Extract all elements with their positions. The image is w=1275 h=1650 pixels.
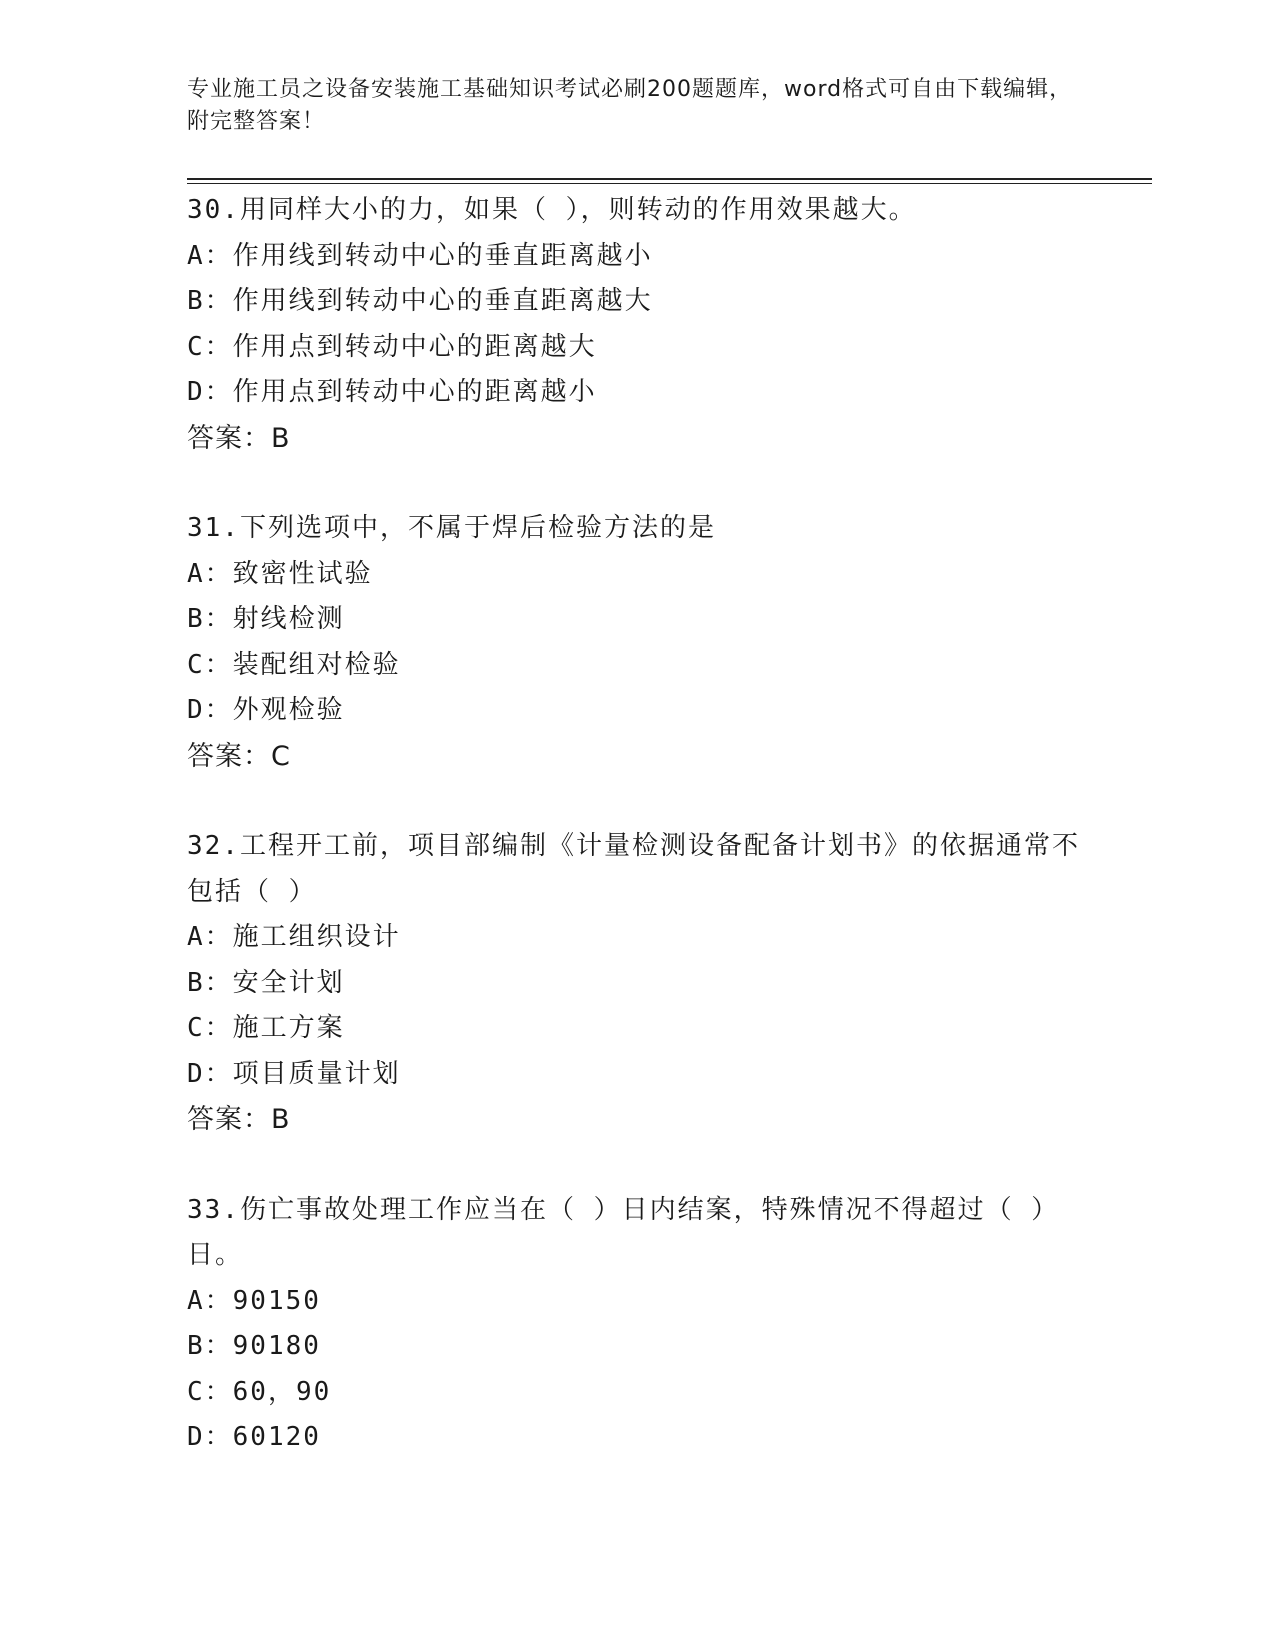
header-divider bbox=[187, 178, 1152, 180]
question-stem: 33.伤亡事故处理工作应当在（ ）日内结案，特殊情况不得超过（ ）日。 bbox=[187, 1194, 1060, 1270]
question-list bbox=[187, 188, 1087, 1461]
question-31 bbox=[187, 506, 1087, 779]
option-c: C：作用点到转动中心的距离越大 bbox=[187, 331, 597, 362]
document-header: 专业施工员之设备安装施工基础知识考试必刷200题题库，word格式可自由下载编辑，附完整答案！ bbox=[187, 77, 1073, 134]
question-stem: 31.下列选项中，不属于焊后检验方法的是 bbox=[187, 513, 716, 543]
option-b: B：作用线到转动中心的垂直距离越大 bbox=[187, 286, 653, 316]
option-c: C：施工方案 bbox=[187, 1013, 345, 1043]
option-c: C：60，90 bbox=[187, 1376, 332, 1407]
question-32 bbox=[187, 824, 1087, 1143]
option-a: A：施工组织设计 bbox=[187, 922, 401, 952]
option-b: B：90180 bbox=[187, 1331, 321, 1361]
question-stem: 30.用同样大小的力，如果（ ），则转动的作用效果越大。 bbox=[187, 195, 917, 225]
option-a: A：致密性试验 bbox=[187, 558, 373, 589]
option-b: B：安全计划 bbox=[187, 967, 345, 998]
option-a: A：90150 bbox=[187, 1285, 321, 1316]
option-b: B：射线检测 bbox=[187, 604, 345, 634]
header-divider-thin bbox=[187, 183, 1152, 184]
answer-line: 答案：B bbox=[187, 1104, 291, 1135]
option-d: D：60120 bbox=[187, 1422, 321, 1452]
option-d: D：外观检验 bbox=[187, 695, 345, 725]
option-d: D：作用点到转动中心的距离越小 bbox=[187, 377, 597, 407]
answer-line: 答案：B bbox=[187, 422, 291, 454]
option-a: A：作用线到转动中心的垂直距离越小 bbox=[187, 240, 653, 271]
question-33 bbox=[187, 1188, 1087, 1461]
option-d: D：项目质量计划 bbox=[187, 1058, 401, 1089]
question-stem: 32.工程开工前，项目部编制《计量检测设备配备计划书》的依据通常不包括（ ） bbox=[187, 831, 1080, 907]
question-30 bbox=[187, 188, 1087, 461]
option-c: C：装配组对检验 bbox=[187, 649, 401, 680]
answer-line: 答案：C bbox=[187, 740, 291, 772]
